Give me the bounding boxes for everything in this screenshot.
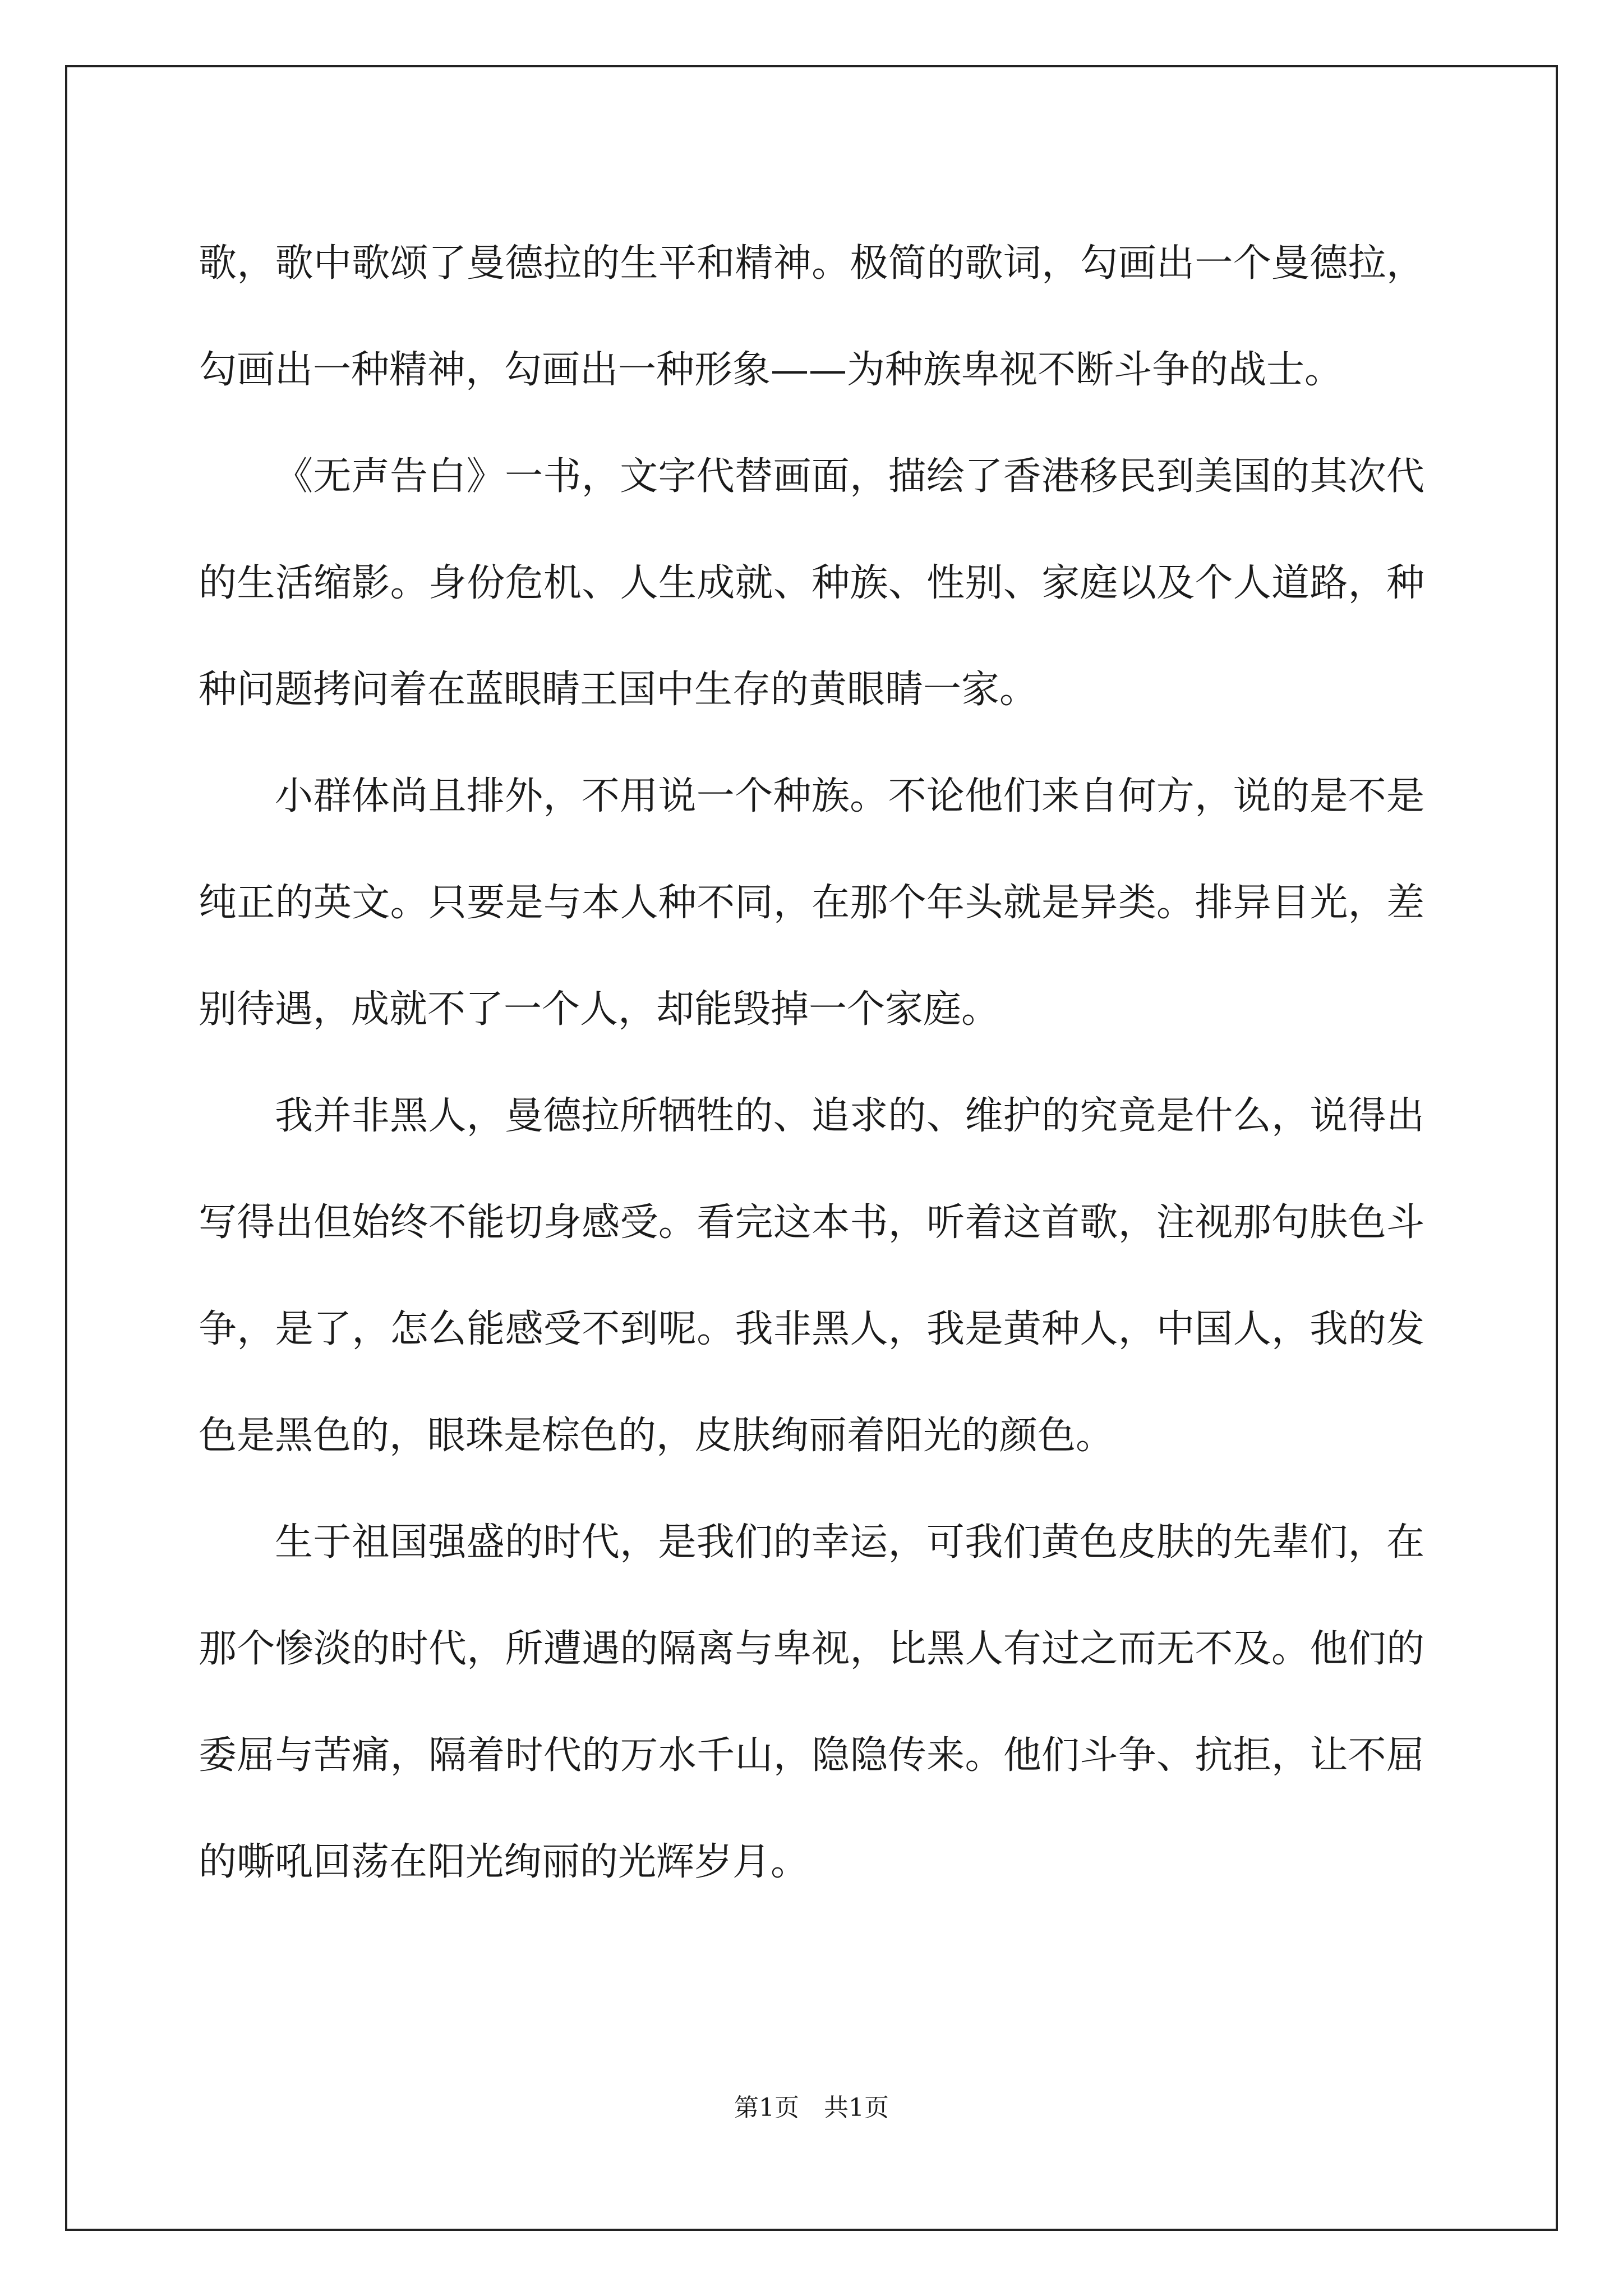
page-footer — [0, 2091, 1623, 2125]
document-body — [199, 210, 1424, 1916]
page-number-label: 第1页 共1页 — [734, 2093, 889, 2122]
paragraph-3: 小群体尚且排外，不用说一个种族。不论他们来自何方，说的是不是纯正的英文。只要是与本人种不同，在那个年头就是异类。排异目光，差别待遇，成就不了一个人，却能毁掉一个家庭。 — [199, 774, 1424, 1032]
paragraph-5: 生于祖国强盛的时代，是我们的幸运，可我们黄色皮肤的先辈们，在那个惨淡的时代，所遭遇的隔离与卑视，比黑人有过之而无不及。他们的委屈与苦痛，隔着时代的万水千山，隐隐传来。他们斗争、抗拒，让不屈的嘶吼回荡在阳光绚丽的光辉岁月。 — [199, 1520, 1424, 1884]
paragraph-1: 歌，歌中歌颂了曼德拉的生平和精神。极简的歌词，勾画出一个曼德拉，勾画出一种精神，勾画出一种形象——为种族卑视不断斗争的战士。 — [199, 241, 1424, 392]
paragraph-2: 《无声告白》一书，文字代替画面，描绘了香港移民到美国的其次代的生活缩影。身份危机、人生成就、种族、性别、家庭以及个人道路，种种问题拷问着在蓝眼睛王国中生存的黄眼睛一家。 — [199, 454, 1424, 712]
paragraph-4: 我并非黑人，曼德拉所牺牲的、追求的、维护的究竟是什么，说得出写得出但始终不能切身感受。看完这本书，听着这首歌，注视那句肤色斗争，是了，怎么能感受不到呢。我非黑人，我是黄种人，中国人，我的发色是黑色的，眼珠是棕色的，皮肤绚丽着阳光的颜色。 — [199, 1094, 1424, 1458]
